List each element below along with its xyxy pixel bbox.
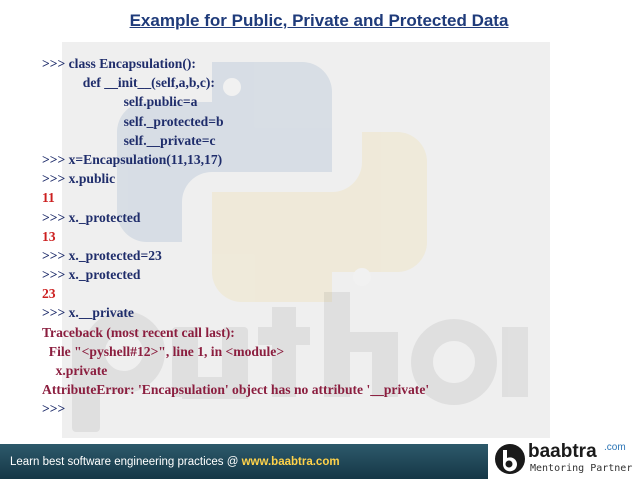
footer-tagline (10, 454, 340, 470)
baabtra-logo-word: baabtra (528, 441, 597, 462)
code-line: self.__private=c (42, 132, 216, 148)
code-line: >>> x._protected (42, 209, 141, 225)
code-line: 23 (42, 286, 56, 302)
baabtra-logo (488, 438, 638, 479)
slide-title: Example for Public, Private and Protected Data (129, 11, 509, 30)
footer (0, 436, 638, 479)
code-line: >>> class Encapsulation(): (42, 56, 196, 71)
code-line: x.private (42, 363, 108, 378)
code-line: def __init__(self,a,b,c): (42, 75, 215, 91)
code-line: 13 (42, 228, 56, 244)
footer-tagline-text: Learn best software engineering practices @ (10, 456, 242, 468)
code-line: self.public=a (42, 94, 198, 110)
code-line: AttributeError: 'Encapsulation' object has no attribute '__private' (42, 382, 430, 398)
code-line: self._protected=b (42, 113, 224, 129)
footer-tagline-url[interactable]: www.baabtra.com (241, 456, 340, 468)
baabtra-logo-com: .com (604, 442, 626, 453)
code-line: >>> (42, 401, 66, 417)
code-line: 11 (42, 190, 55, 206)
baabtra-logo-subtitle: Mentoring Partner (530, 463, 633, 474)
code-line: >>> x=Encapsulation(11,13,17) (42, 151, 223, 167)
code-line: File "<pyshell#12>", line 1, in <module> (42, 343, 285, 359)
code-line: >>> x._protected=23 (42, 247, 162, 263)
code-line: >>> x.__private (42, 305, 134, 321)
baabtra-logo-icon (494, 443, 526, 475)
code-lines (42, 54, 429, 419)
code-line: Traceback (most recent call last): (42, 324, 235, 340)
code-line: >>> x._protected (42, 267, 141, 283)
code-line: >>> x.public (42, 171, 116, 187)
